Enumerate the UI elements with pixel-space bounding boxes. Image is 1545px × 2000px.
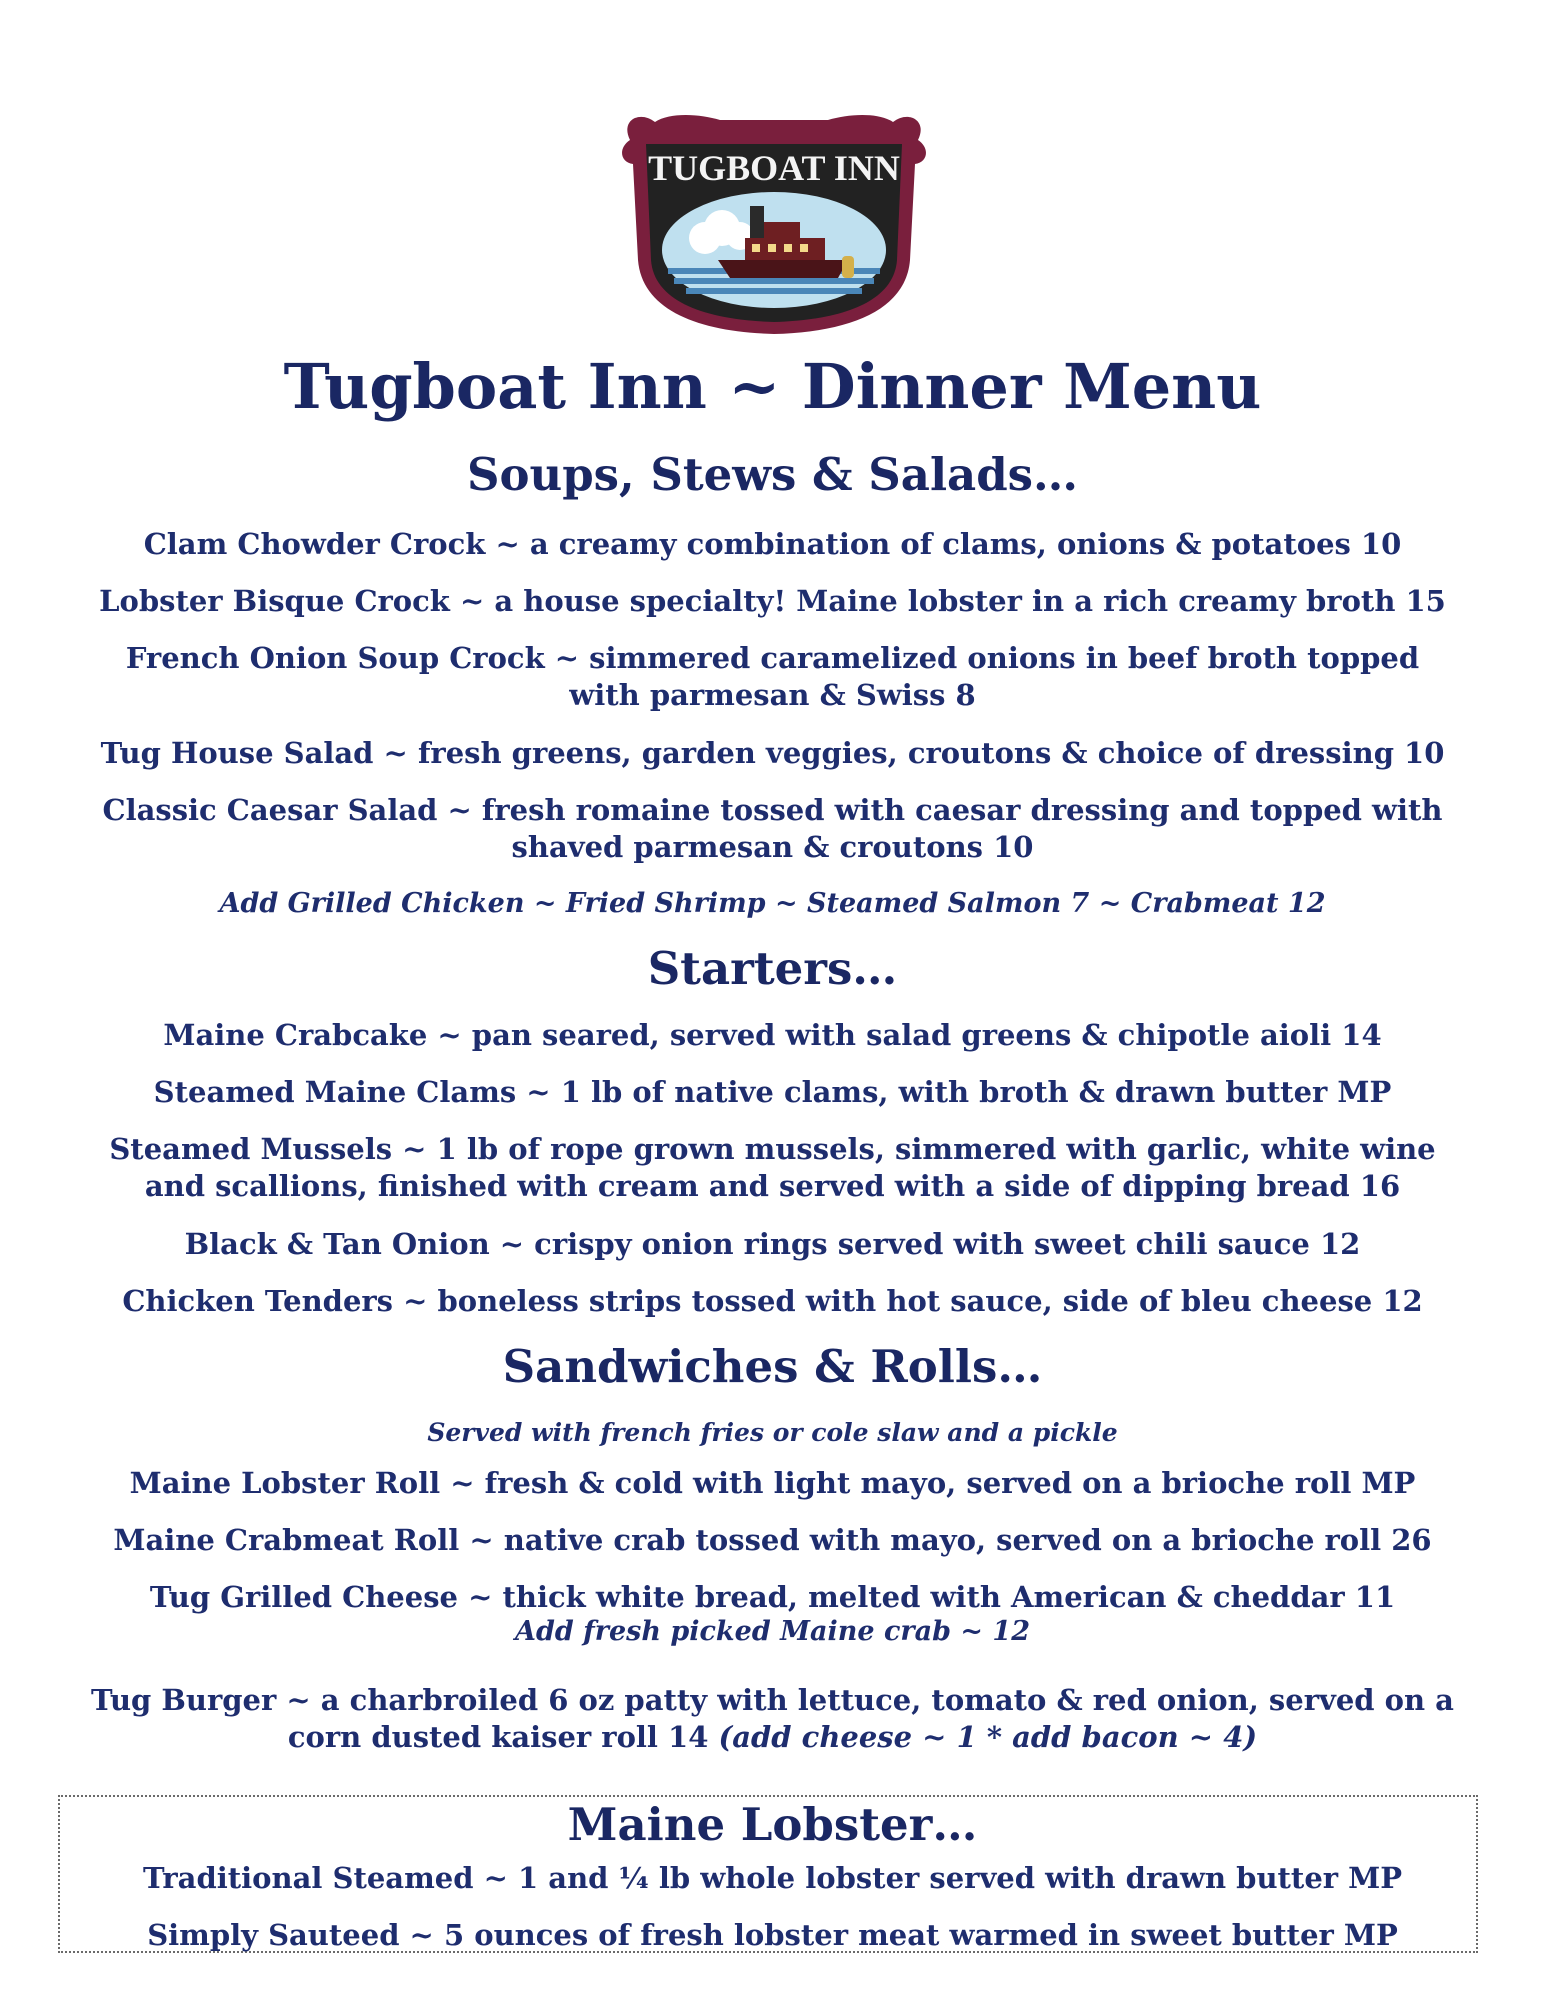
tugboat-inn-logo [610, 110, 938, 336]
section-heading-sandwiches: Sandwiches & Rolls… [502, 1340, 1043, 1393]
menu-item-crabmeat-roll: Maine Crabmeat Roll ~ native crab tossed with mayo, served on a brioche roll 26 [113, 1523, 1432, 1557]
menu-item-simply-sauteed: Simply Sauteed ~ 5 ounces of fresh lobster meat warmed in sweet butter MP [147, 1918, 1398, 1952]
tug-burger-description: Tug Burger ~ a charbroiled 6 oz patty with lettuce, tomato & red onion, served on a corn dusted kaiser roll 14 [91, 1683, 1454, 1754]
salad-addon-note: Add Grilled Chicken ~ Fried Shrimp ~ Steamed Salmon 7 ~ Crabmeat 12 [219, 888, 1326, 919]
menu-item-tug-burger [70, 1682, 1475, 1756]
section-heading-lobster: Maine Lobster… [567, 1798, 978, 1851]
menu-item-chicken-tenders: Chicken Tenders ~ boneless strips tossed with hot sauce, side of bleu cheese 12 [122, 1284, 1423, 1318]
menu-item-black-tan-onion: Black & Tan Onion ~ crispy onion rings served with sweet chili sauce 12 [184, 1227, 1361, 1261]
menu-item-french-onion: French Onion Soup Crock ~ simmered caramelized onions in beef broth topped with parmesan & Swiss 8 [125, 641, 1420, 712]
menu-item-steamed-mussels: Steamed Mussels ~ 1 lb of rope grown mussels, simmered with garlic, white wine and scallions, finished with cream and served with a side of dipping bread 16 [109, 1132, 1436, 1203]
sandwich-sides-note: Served with french fries or cole slaw and a pickle [427, 1418, 1118, 1447]
menu-item-clam-chowder: Clam Chowder Crock ~ a creamy combination of clams, onions & potatoes 10 [143, 527, 1402, 561]
menu-item-steamed-clams: Steamed Maine Clams ~ 1 lb of native clams, with broth & drawn butter MP [153, 1075, 1392, 1109]
page-title: Tugboat Inn ~ Dinner Menu [283, 350, 1262, 423]
section-heading-soups: Soups, Stews & Salads… [466, 448, 1078, 501]
logo-text: TUGBOAT INN [648, 148, 900, 188]
tug-burger-addon: (add cheese ~ 1 * add bacon ~ 4) [718, 1720, 1258, 1754]
grilled-cheese-addon: Add fresh picked Maine crab ~ 12 [515, 1616, 1030, 1647]
menu-item-house-salad: Tug House Salad ~ fresh greens, garden veggies, croutons & choice of dressing 10 [100, 736, 1445, 770]
menu-item-caesar-salad: Classic Caesar Salad ~ fresh romaine tossed with caesar dressing and topped with shaved parmesan & croutons 10 [102, 793, 1443, 864]
menu-item-crabcake: Maine Crabcake ~ pan seared, served with salad greens & chipotle aioli 14 [163, 1018, 1382, 1052]
menu-item-lobster-roll: Maine Lobster Roll ~ fresh & cold with light mayo, served on a brioche roll MP [129, 1466, 1416, 1500]
section-heading-starters: Starters… [647, 942, 898, 995]
menu-item-grilled-cheese: Tug Grilled Cheese ~ thick white bread, melted with American & cheddar 11 [149, 1580, 1396, 1614]
menu-item-lobster-bisque: Lobster Bisque Crock ~ a house specialty! Maine lobster in a rich creamy broth 15 [99, 584, 1446, 618]
menu-item-traditional-steamed: Traditional Steamed ~ 1 and ¼ lb whole lobster served with drawn butter MP [142, 1861, 1403, 1895]
